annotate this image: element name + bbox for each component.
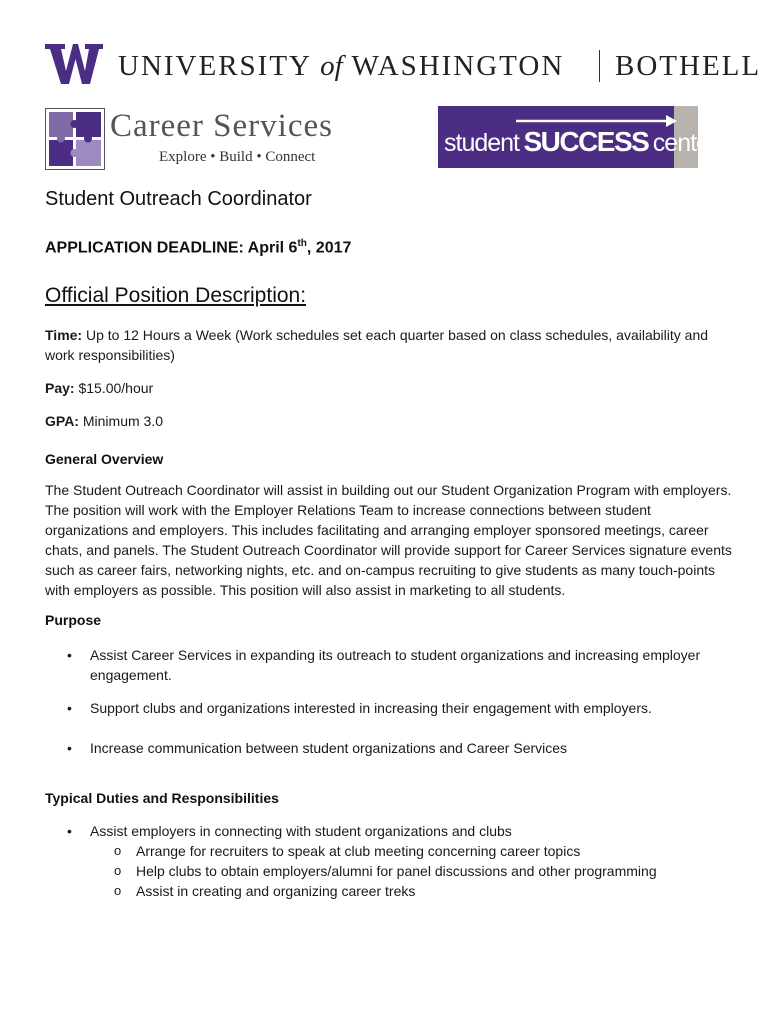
deadline-label: APPLICATION DEADLINE: April 6: [45, 239, 298, 257]
sub-list-item: o Help clubs to obtain employers/alumni for panel discussions and other programming: [90, 861, 725, 881]
time-paragraph: [45, 325, 735, 365]
general-overview-heading: General Overview: [45, 451, 164, 467]
duties-heading: Typical Duties and Responsibilities: [45, 790, 279, 806]
of-word: of: [320, 50, 343, 82]
list-item: • Assist Career Services in expanding its outreach to student organizations and increasing employer engagement.: [45, 645, 725, 685]
gpa-paragraph: [45, 411, 163, 431]
uw-w-logo-icon: [45, 44, 103, 84]
sub-list-item: o Assist in creating and organizing career treks: [90, 881, 725, 901]
purpose-list: [45, 645, 725, 772]
career-services-tagline: Explore • Build • Connect: [159, 149, 316, 165]
uw-bothell-wordmark: [45, 44, 762, 90]
career-services-logo: [45, 108, 375, 170]
application-deadline: [45, 238, 351, 257]
campus-name: BOTHELL: [615, 50, 762, 82]
washington-word: WASHINGTON: [351, 50, 565, 82]
list-item: [45, 821, 725, 901]
pay-paragraph: [45, 378, 153, 398]
time-label: Time:: [45, 327, 83, 343]
pay-label: Pay:: [45, 380, 75, 396]
deadline-suffix: th: [297, 238, 307, 249]
gpa-value: Minimum 3.0: [78, 413, 163, 429]
student-success-center-logo: [438, 106, 717, 168]
career-services-title: Career Services: [110, 108, 333, 144]
duty-sublist: [90, 841, 725, 901]
duty-text: Assist employers in connecting with student organizations and clubs: [90, 823, 512, 839]
puzzle-icon: [45, 108, 105, 170]
purpose-heading: Purpose: [45, 612, 102, 628]
list-item: • Increase communication between student organizations and Career Services: [45, 738, 725, 758]
list-item: • Support clubs and organizations interested in increasing their engagement with employers.: [45, 698, 725, 718]
ssc-success-word: SUCCESS: [523, 126, 649, 157]
university-word: UNIVERSITY: [118, 50, 311, 82]
ssc-wordmark: [444, 126, 716, 158]
university-name: [118, 50, 564, 83]
official-description-heading: Official Position Description:: [45, 284, 307, 307]
overview-paragraph: The Student Outreach Coordinator will assist in building out our Student Organization Program with employers. The position will work with the Employer Relations Team to increase connections between student organizations and employers. This includes facilitating and arranging employer sponsored meetings, career chats, and panels. The Student Outreach Coordinator will provide support for Career Services signature events such as career fairs, networking nights, etc. and on-campus recruiting to give students as many touch-points with employers as possible. This position will also assist in marketing to all students.: [45, 482, 732, 598]
job-title: Student Outreach Coordinator: [45, 188, 312, 210]
ssc-student-word: student: [444, 129, 520, 157]
gpa-label: GPA:: [45, 413, 79, 429]
time-value: Up to 12 Hours a Week (Work schedules set each quarter based on class schedules, availability and work responsibilities): [45, 327, 709, 363]
sub-list-item: o Arrange for recruiters to speak at club meeting concerning career topics: [90, 841, 725, 861]
pay-value: $15.00/hour: [74, 380, 154, 396]
deadline-year: , 2017: [306, 239, 352, 257]
ssc-center-word: center: [652, 129, 717, 157]
wordmark-divider: [599, 50, 600, 82]
duties-list: [45, 821, 725, 901]
